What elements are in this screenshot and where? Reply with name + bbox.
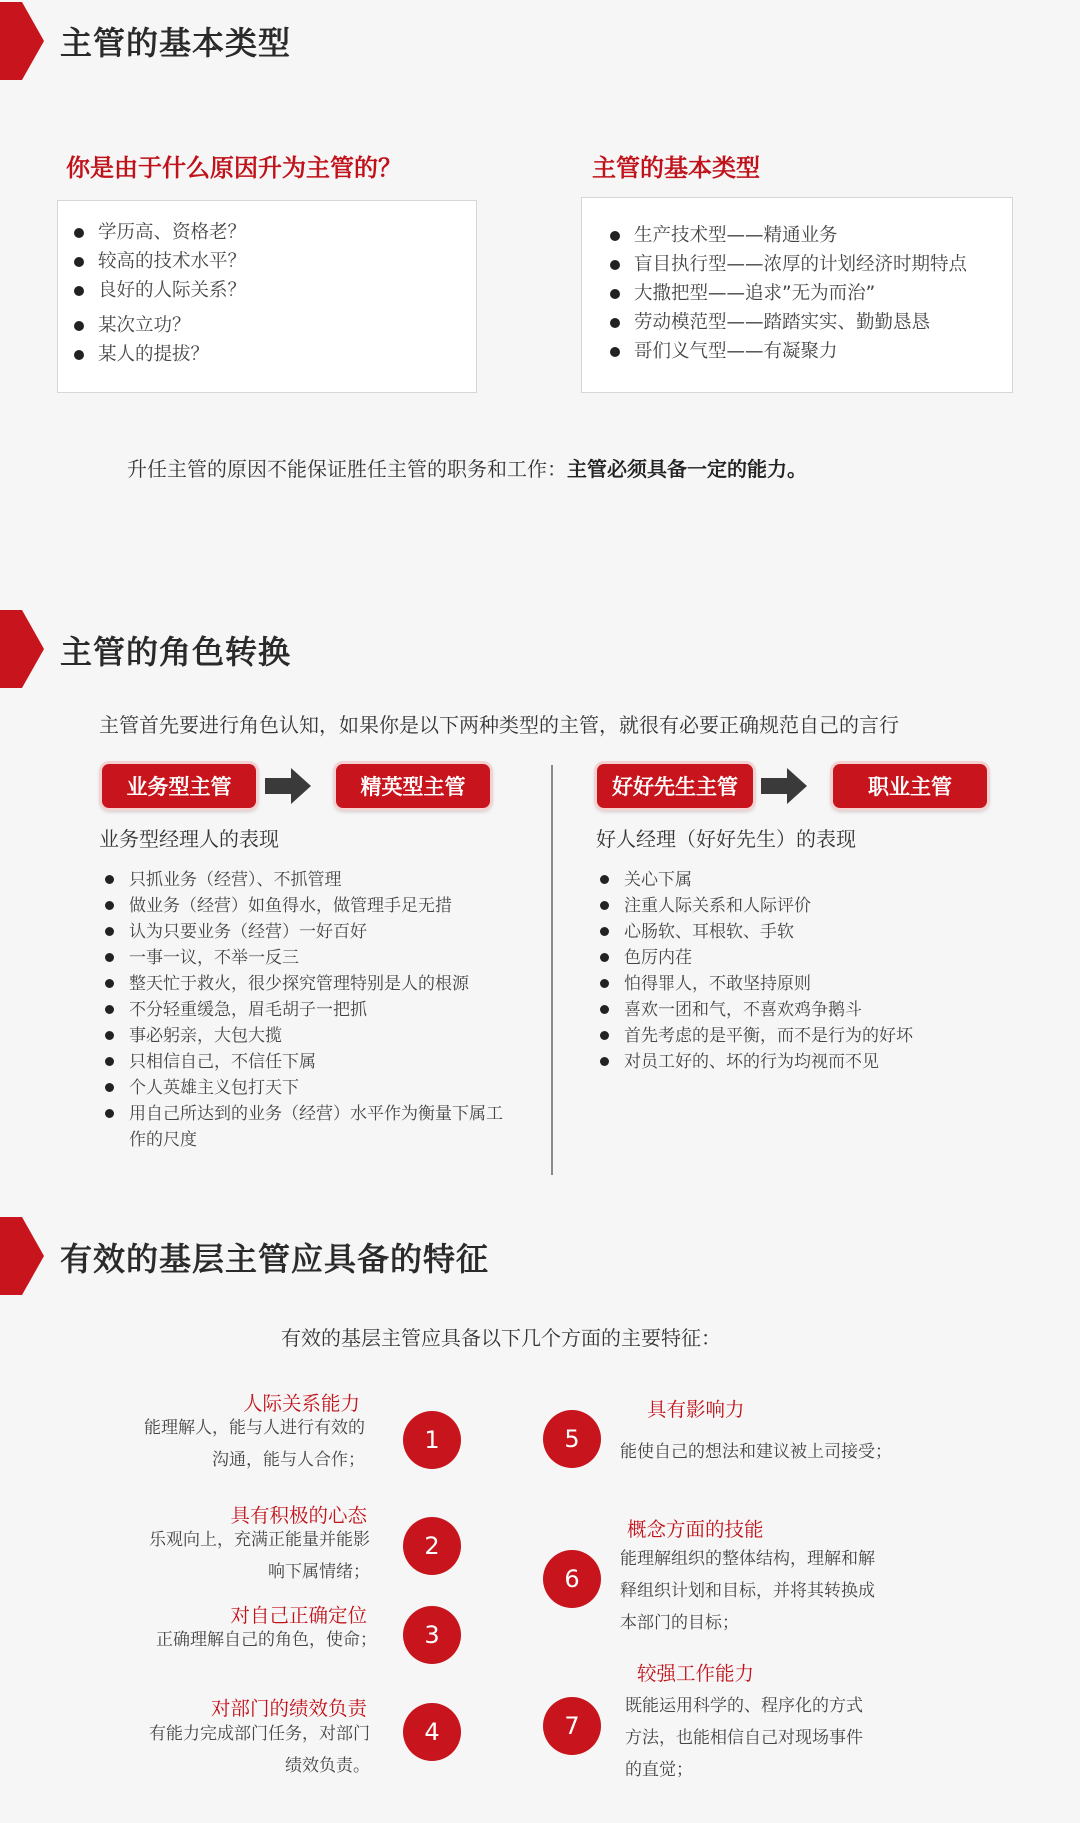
list-item: 大撒把型——追求”无为而治” [608, 279, 967, 308]
arrow-right-icon [265, 768, 313, 804]
list-item: 劳动模范型——踏踏实实、勤勤恳恳 [608, 308, 967, 337]
list-item: 怕得罪人，不敢坚持原则 [598, 971, 998, 997]
feature-desc: 既能运用科学的、程序化的方式 方法，也能相信自己对现场事件 的直觉； [625, 1696, 863, 1780]
list-item: 良好的人际关系？ [72, 276, 246, 305]
role-intro: 主管首先要进行角色认知，如果你是以下两种类型的主管，就很有必要正确规范自己的言行 [99, 713, 899, 737]
list-item: 喜欢一团和气，不喜欢鸡争鹅斗 [598, 997, 998, 1023]
list-item: 对员工好的、坏的行为均视而不见 [598, 1049, 998, 1075]
feature-desc: 能使自己的想法和建议被上司接受； [620, 1442, 892, 1462]
feature-number: 3 [403, 1606, 461, 1664]
section-title: 主管的基本类型 [60, 24, 292, 62]
column-divider [551, 765, 553, 1175]
feature-title: 具有积极的心态 [230, 1504, 367, 1527]
feature-number: 1 [403, 1411, 461, 1469]
section-marker-icon [0, 610, 44, 688]
list-item: 生产技术型——精通业务 [608, 221, 967, 250]
list-item: 一事一议，不举一反三 [103, 945, 523, 971]
feature-number: 2 [403, 1517, 461, 1575]
pill-professional-manager: 职业主管 [833, 764, 987, 808]
list-item: 事必躬亲，大包大揽 [103, 1023, 523, 1049]
list-item: 某人的提拔？ [72, 340, 246, 369]
list-item: 只抓业务（经营）、不抓管理 [103, 867, 523, 893]
list-item: 色厉内荏 [598, 945, 998, 971]
section-marker-icon [0, 2, 44, 80]
list-item: 关心下属 [598, 867, 998, 893]
list-item: 整天忙于救火，很少探究管理特别是人的根源 [103, 971, 523, 997]
section-title: 主管的角色转换 [60, 633, 292, 671]
feature-desc: 乐观向上，充满正能量并能影 响下属情绪； [149, 1530, 370, 1582]
pill-nice-guy-manager: 好好先生主管 [597, 764, 753, 808]
feature-title: 人际关系能力 [242, 1392, 360, 1415]
feature-number: 4 [403, 1703, 461, 1761]
types-list [608, 221, 967, 366]
list-item: 认为只要业务（经营）一好百好 [103, 919, 523, 945]
arrow-right-icon [761, 768, 809, 804]
types-heading: 主管的基本类型 [592, 154, 760, 182]
conclusion-text: 升任主管的原因不能保证胜任主管的职务和工作： [127, 457, 567, 481]
feature-desc: 能理解组织的整体结构，理解和解 释组织计划和目标，并将其转换成 本部门的目标； [620, 1549, 875, 1633]
list-item: 做业务（经营）如鱼得水，做管理手足无措 [103, 893, 523, 919]
feature-title: 具有影响力 [647, 1398, 745, 1421]
list-item: 只相信自己，不信任下属 [103, 1049, 523, 1075]
types-box [581, 197, 1013, 393]
list-item: 某次立功？ [72, 311, 246, 340]
section-marker-icon [0, 1217, 44, 1295]
nice-guy-list [598, 867, 998, 1075]
feature-number: 6 [543, 1550, 601, 1608]
list-item: 用自己所达到的业务（经营）水平作为衡量下属工作的尺度 [103, 1101, 514, 1153]
conclusion [127, 453, 807, 482]
list-item: 哥们义气型——有凝聚力 [608, 337, 967, 366]
list-item: 个人英雄主义包打天下 [103, 1075, 523, 1101]
pill-elite-manager: 精英型主管 [336, 764, 490, 808]
list-item: 学历高、资格老？ [72, 218, 246, 247]
traits-intro: 有效的基层主管应具备以下几个方面的主要特征： [281, 1326, 721, 1350]
feature-title: 概念方面的技能 [627, 1518, 764, 1541]
feature-title: 对部门的绩效负责 [210, 1697, 367, 1720]
section-title: 有效的基层主管应具备的特征 [60, 1240, 490, 1278]
reason-list [72, 218, 246, 369]
feature-number: 5 [543, 1410, 601, 1468]
business-subheading: 业务型经理人的表现 [99, 827, 279, 851]
list-item: 注重人际关系和人际评价 [598, 893, 998, 919]
reason-heading: 你是由于什么原因升为主管的？ [66, 154, 402, 182]
feature-desc: 能理解人，能与人进行有效的 沟通，能与人合作； [144, 1418, 365, 1470]
conclusion-emphasis: 主管必须具备一定的能力。 [567, 457, 807, 481]
business-behaviors [103, 867, 523, 1153]
feature-number: 7 [543, 1697, 601, 1755]
nice-guy-behaviors [598, 867, 998, 1075]
pill-business-manager: 业务型主管 [102, 764, 256, 808]
business-list [103, 867, 523, 1153]
list-item: 心肠软、耳根软、手软 [598, 919, 998, 945]
feature-desc: 正确理解自己的角色，使命； [156, 1630, 377, 1650]
reason-box [57, 200, 477, 393]
feature-desc: 有能力完成部门任务，对部门 绩效负责。 [149, 1724, 370, 1776]
list-item: 不分轻重缓急，眉毛胡子一把抓 [103, 997, 523, 1023]
list-item: 盲目执行型——浓厚的计划经济时期特点 [608, 250, 967, 279]
feature-title: 对自己正确定位 [230, 1604, 367, 1627]
list-item: 较高的技术水平？ [72, 247, 246, 276]
feature-title: 较强工作能力 [637, 1662, 755, 1685]
nice-guy-subheading: 好人经理（好好先生）的表现 [596, 827, 856, 851]
list-item: 首先考虑的是平衡，而不是行为的好坏 [598, 1023, 998, 1049]
